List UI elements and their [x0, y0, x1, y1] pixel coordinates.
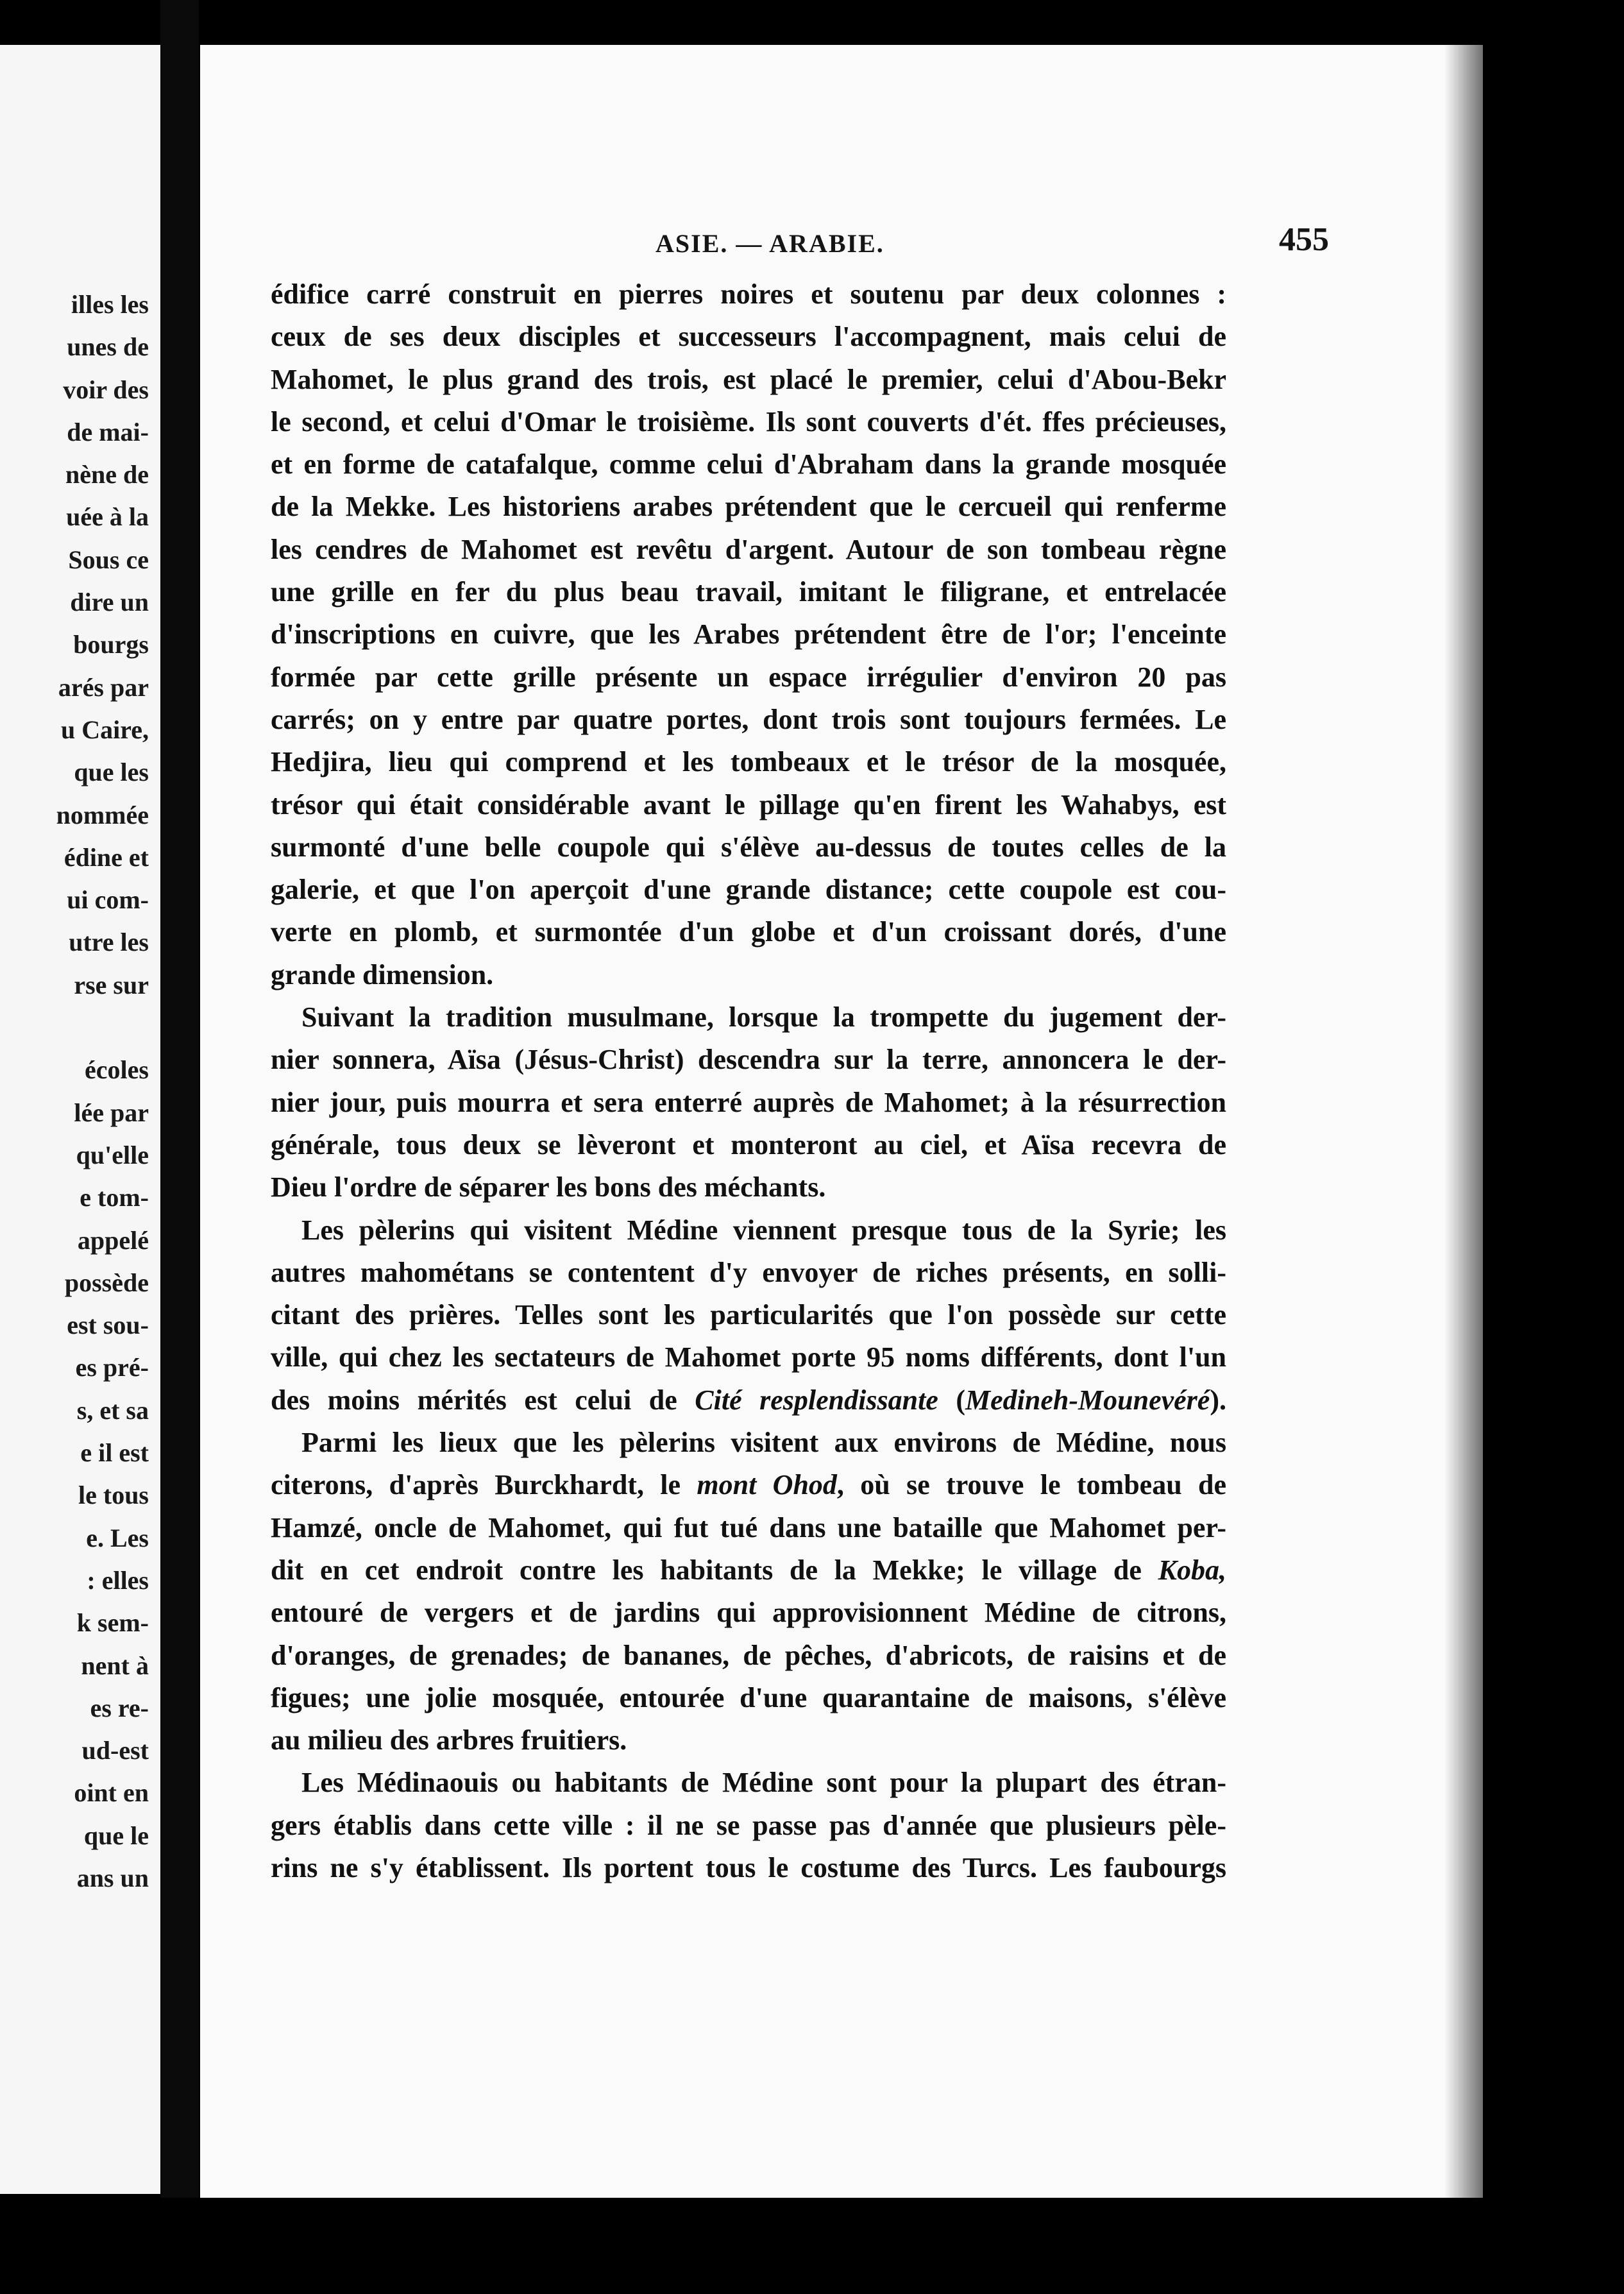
running-head: ASIE. — ARABIE. [656, 229, 884, 258]
text-segment: Les pèlerins qui visitent Médine viennent presque tous de la Syrie; les [301, 1214, 1226, 1246]
text-segment: au milieu des arbres fruitiers. [271, 1724, 627, 1756]
text-line [271, 571, 1226, 613]
italic-segment: Cité resplendissante [695, 1384, 938, 1416]
left-line-fragment: e il est [80, 1438, 149, 1468]
left-line-fragment: e. Les [86, 1523, 149, 1552]
text-line [271, 1677, 1226, 1719]
left-line-fragment: Sous ce [68, 545, 149, 574]
text-segment: d'inscriptions en cuivre, que les Arabes prétendent être de l'or; l'enceinte [271, 618, 1226, 650]
text-segment: les cendres de Mahomet est revêtu d'argent. Autour de son tombeau règne [271, 533, 1226, 565]
text-segment: dit en cet endroit contre les habitants de la Mekke; le village de [271, 1554, 1158, 1586]
text-segment: générale, tous deux se lèveront et monteront au ciel, et Aïsa recevra de [271, 1128, 1226, 1160]
text-line [271, 826, 1226, 869]
text-line [271, 869, 1226, 911]
left-page-text [56, 284, 149, 1899]
left-line-fragment: voir des [63, 375, 149, 404]
text-segment: de la Mekke. Les historiens arabes prétendent que le cercueil qui renferme [271, 491, 1226, 523]
text-line [271, 1592, 1226, 1634]
text-line [271, 273, 1226, 316]
text-line [271, 1252, 1226, 1294]
text-segment: surmonté d'une belle coupole qui s'élève au-dessus de toutes celles de la [271, 831, 1226, 863]
left-line-fragment: oint en [74, 1778, 149, 1808]
text-line [271, 1635, 1226, 1677]
text-segment: carrés; on y entre par quatre portes, dont trois sont toujours fermées. Le [271, 703, 1226, 735]
text-segment: Mahomet, le plus grand des trois, est placé le premier, celui d'Abou-Bekr [271, 363, 1226, 395]
left-line-fragment: ans un [76, 1863, 149, 1892]
left-line-fragment: dire un [70, 588, 149, 617]
text-line [271, 1082, 1226, 1124]
text-line [271, 401, 1226, 443]
left-line-fragment: es pré- [75, 1353, 149, 1382]
italic-segment: Medineh-Mounevéré [965, 1384, 1210, 1416]
text-segment: trésor qui était considérable avant le pillage qu'en firent les Wahabys, est [271, 788, 1226, 820]
text-segment: ville, qui chez les sectateurs de Mahomet porte 95 noms différents, dont l'un [271, 1341, 1226, 1373]
left-line-fragment: unes de [67, 332, 149, 362]
text-segment: des moins mérités est celui de [271, 1384, 695, 1416]
left-line-fragment: lée par [74, 1098, 149, 1127]
text-line [271, 1379, 1226, 1422]
page-edge-shadow [1444, 45, 1483, 2200]
text-line [271, 996, 1226, 1039]
text-segment: Dieu l'ordre de séparer les bons des méchants. [271, 1171, 826, 1203]
left-line-fragment: que les [74, 758, 149, 787]
text-line [271, 911, 1226, 953]
left-line-fragment: nent à [81, 1651, 149, 1680]
text-line [271, 1719, 1226, 1762]
left-line-fragment: es re- [90, 1693, 149, 1722]
text-segment: galerie, et que l'on aperçoit d'une grande distance; cette coupole est cou- [271, 874, 1226, 906]
text-segment: une grille en fer du plus beau travail, imitant le filigrane, et entrelacée [271, 576, 1226, 608]
left-line-fragment: que le [83, 1821, 149, 1850]
left-line-fragment: qu'elle [76, 1140, 149, 1169]
text-segment: d'oranges, de grenades; de bananes, de pêches, d'abricots, de raisins et de [271, 1639, 1226, 1671]
left-line-fragment: écoles [85, 1055, 149, 1085]
text-line [271, 613, 1226, 656]
text-segment: figues; une jolie mosquée, entourée d'une quarantaine de maisons, s'élève [271, 1681, 1226, 1713]
left-line-fragment: édine et [63, 842, 149, 872]
left-line-fragment: de mai- [67, 417, 149, 446]
left-line-fragment: arés par [58, 672, 149, 702]
text-segment: Parmi les lieux que les pèlerins visitent aux environs de Médine, nous [301, 1427, 1226, 1459]
text-segment: le second, et celui d'Omar le troisième. Ils sont couverts d'ét. ffes précieuses, [271, 405, 1226, 438]
text-segment: Les Médinaouis ou habitants de Médine sont pour la plupart des étran- [301, 1767, 1226, 1799]
left-line-fragment: utre les [69, 928, 149, 957]
left-line-fragment: appelé [77, 1225, 149, 1255]
text-line [271, 1336, 1226, 1379]
text-segment: citant des prières. Telles sont les particularités que l'on possède sur cette [271, 1299, 1226, 1331]
text-line [271, 784, 1226, 826]
text-segment: rins ne s'y établissent. Ils portent tous le costume des Turcs. Les faubourgs [271, 1851, 1226, 1883]
left-line-fragment: ui com- [67, 885, 149, 915]
text-segment: édifice carré construit en pierres noires et soutenu par deux colonnes : [271, 278, 1226, 310]
text-line [271, 1422, 1226, 1464]
text-segment: grande dimension. [271, 958, 494, 990]
text-line [271, 1805, 1226, 1847]
text-segment: Suivant la tradition musulmane, lorsque la trompette du jugement der- [301, 1001, 1226, 1033]
left-line-fragment: uée à la [66, 502, 149, 532]
text-line [271, 741, 1226, 783]
text-line [271, 1209, 1226, 1252]
page-number: 455 [1279, 221, 1329, 258]
text-line [271, 1124, 1226, 1166]
text-line [271, 1039, 1226, 1081]
text-segment: ceux de ses deux disciples et successeurs l'accompagnent, mais celui de [271, 321, 1226, 353]
book-gutter [160, 0, 199, 2294]
left-line-fragment: est sou- [67, 1311, 149, 1340]
text-line [271, 1166, 1226, 1209]
text-line [271, 316, 1226, 358]
body-text [271, 273, 1226, 1889]
text-segment: citerons, d'après Burckhardt, le [271, 1469, 697, 1501]
text-segment: verte en plomb, et surmontée d'un globe et d'un croissant dorés, d'une [271, 916, 1226, 948]
text-segment: nier sonnera, Aïsa (Jésus-Christ) descendra sur la terre, annoncera le der- [271, 1044, 1226, 1076]
text-segment: entouré de vergers et de jardins qui approvisionnent Médine de citrons, [271, 1597, 1226, 1629]
text-line [271, 1762, 1226, 1804]
italic-segment: Koba, [1158, 1554, 1226, 1586]
text-line [271, 954, 1226, 996]
left-line-fragment [56, 1007, 149, 1049]
left-line-fragment: : elles [87, 1565, 149, 1595]
text-segment: ( [938, 1384, 966, 1416]
text-line [271, 699, 1226, 741]
text-segment: nier jour, puis mourra et sera enterré auprès de Mahomet; à la résurrection [271, 1086, 1226, 1118]
left-line-fragment: nène de [65, 460, 149, 489]
left-line-fragment: k sem- [76, 1608, 149, 1638]
text-line [271, 359, 1226, 401]
text-line [271, 486, 1226, 528]
text-segment: autres mahométans se contentent d'y envoyer de riches présents, en solli- [271, 1256, 1226, 1288]
text-segment: Hedjira, lieu qui comprend et les tombeaux et le trésor de la mosquée, [271, 746, 1226, 778]
left-line-fragment: illes les [71, 290, 149, 319]
italic-segment: mont Ohod [697, 1469, 837, 1501]
text-line [271, 529, 1226, 571]
left-line-fragment: nommée [56, 800, 149, 829]
text-segment: , où se trouve le tombeau de [836, 1469, 1226, 1501]
text-segment: ). [1210, 1384, 1226, 1416]
text-line [271, 656, 1226, 699]
left-line-fragment: e tom- [80, 1183, 149, 1212]
left-line-fragment: bourgs [73, 630, 149, 659]
text-segment: Hamzé, oncle de Mahomet, qui fut tué dans une bataille que Mahomet per- [271, 1511, 1226, 1543]
text-line [271, 1294, 1226, 1336]
text-segment: gers établis dans cette ville : il ne se passe pas d'année que plusieurs pèle- [271, 1809, 1226, 1841]
left-line-fragment: u Caire, [60, 715, 149, 744]
text-line [271, 443, 1226, 486]
text-line [271, 1847, 1226, 1889]
left-line-fragment: s, et sa [76, 1395, 149, 1425]
text-segment: et en forme de catafalque, comme celui d'Abraham dans la grande mosquée [271, 448, 1226, 480]
text-line [271, 1464, 1226, 1506]
right-page [200, 45, 1483, 2200]
left-line-fragment: rse sur [74, 970, 149, 999]
text-line [271, 1507, 1226, 1549]
left-line-fragment: ud-est [81, 1736, 149, 1765]
left-line-fragment: possède [64, 1268, 149, 1297]
left-page-fragment [0, 45, 160, 2194]
text-line [271, 1549, 1226, 1592]
scan-border [0, 2198, 1624, 2294]
text-segment: formée par cette grille présente un espace irrégulier d'environ 20 pas [271, 661, 1226, 693]
left-line-fragment: le tous [78, 1481, 149, 1510]
